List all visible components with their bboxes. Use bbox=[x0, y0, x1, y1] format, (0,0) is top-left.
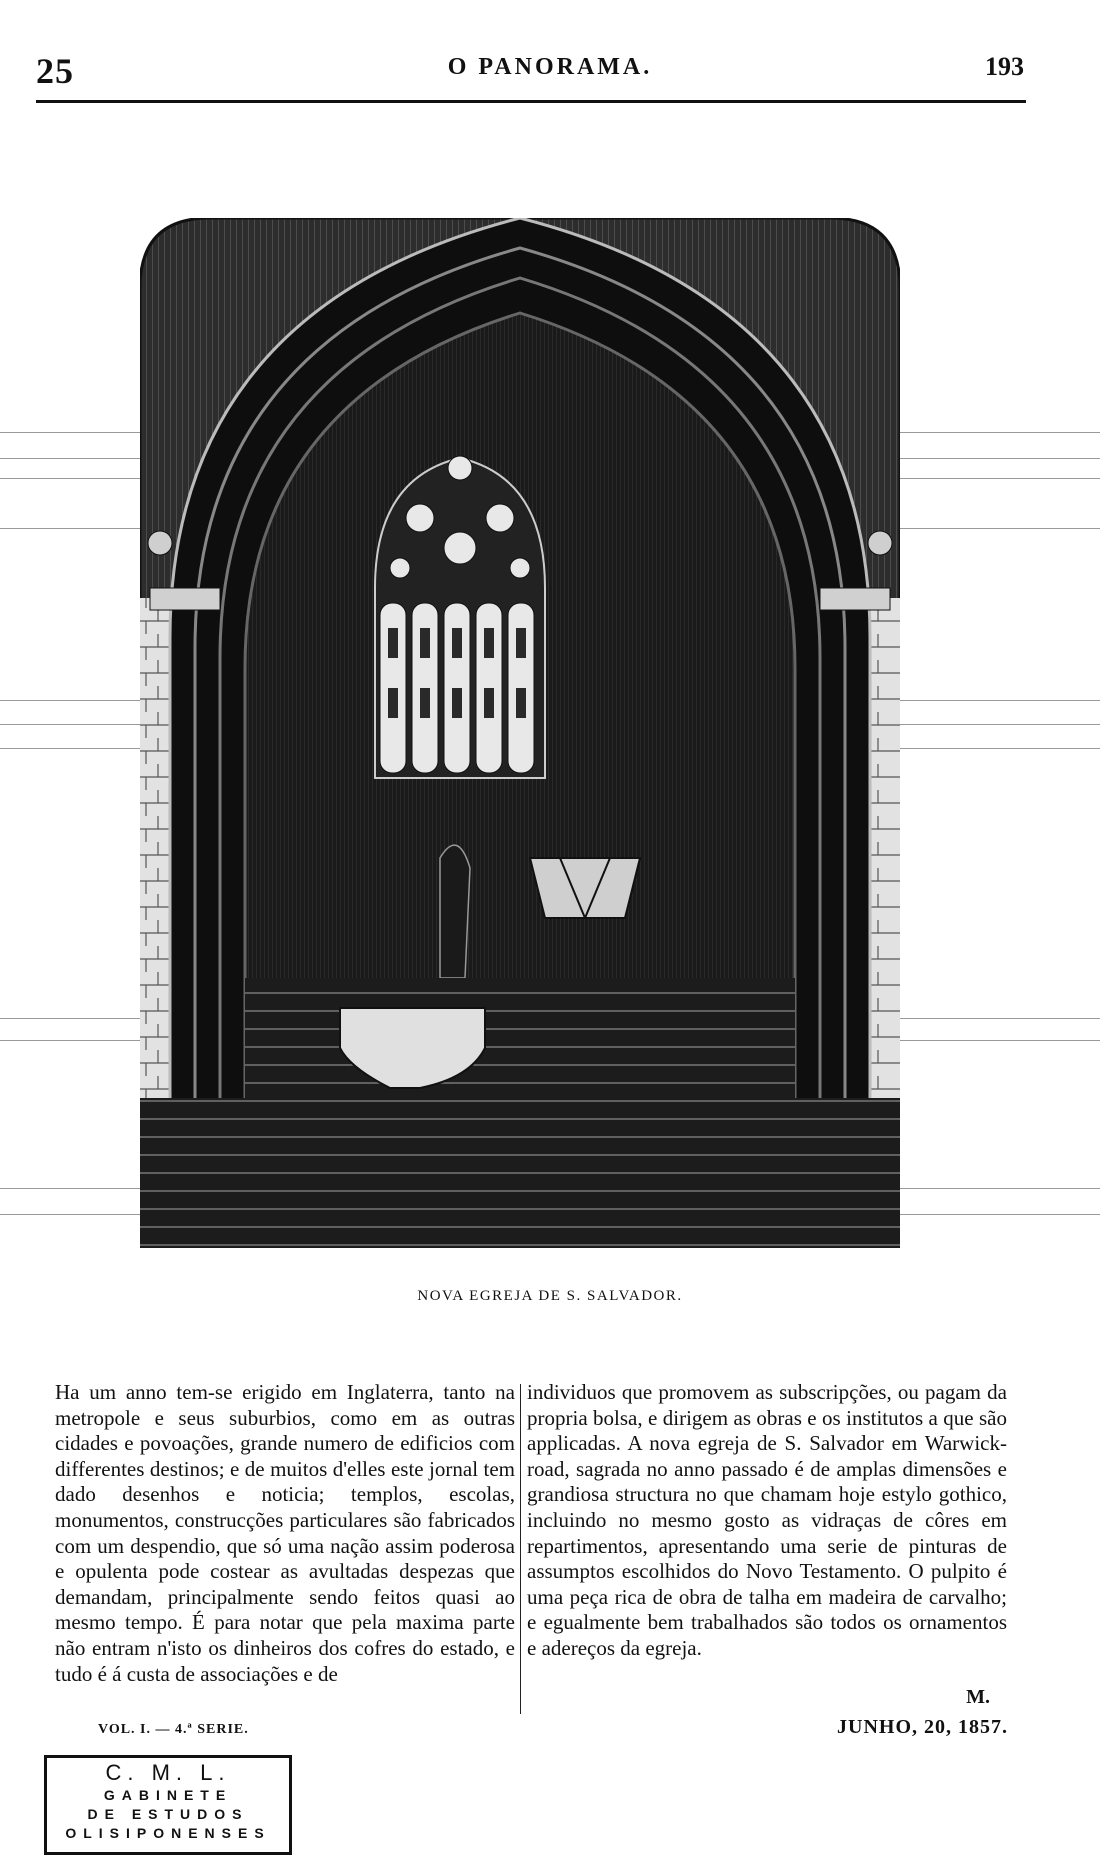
header-rule bbox=[36, 100, 1026, 103]
stamp-line: GABINETE bbox=[103, 1787, 233, 1803]
article-column-left bbox=[55, 1380, 515, 1687]
issue-number: 25 bbox=[36, 51, 74, 91]
library-stamp bbox=[44, 1755, 292, 1855]
stamp-line: OLISIPONENSES bbox=[65, 1825, 271, 1841]
author-signature: M. bbox=[966, 1686, 990, 1708]
volume-series: VOL. I. — 4.ª SERIE. bbox=[98, 1722, 249, 1737]
article-text-left: Ha um anno tem-se erigido em Inglaterra, tanto na metropole e seus suburbios, como em as outras cidades e povoações, grande numero de edificios com differentes destinos; e de muitos d'elles este jornal tem dado desenhos e noticia; templos, escolas, monumentos, construcções particulares são fabricados com um despendio, que só uma nação assim poderosa e opulenta pode costear as avultadas despezas que demandam, principalmente sendo feitos quasi ao mesmo tempo. É para notar que pela maxima parte não entram n'isto os dinheiros dos cofres do estado, e tudo é á custa de associações e de bbox=[55, 1380, 515, 1686]
journal-title: O PANORAMA. bbox=[447, 54, 653, 80]
illustration-caption: NOVA EGREJA DE S. SALVADOR. bbox=[417, 1288, 683, 1304]
stamp-line: C. M. L. bbox=[105, 1760, 231, 1785]
issue-date: JUNHO, 20, 1857. bbox=[837, 1716, 1008, 1738]
article-column-right bbox=[527, 1380, 1007, 1662]
page-number: 193 bbox=[985, 52, 1024, 81]
stamp-line: DE ESTUDOS bbox=[87, 1806, 249, 1822]
church-engraving bbox=[140, 218, 900, 1248]
article-text-right: individuos que promovem as subscripções, ou pagam da propria bolsa, e dirigem as obras e os institutos a que são applicadas. A nova egreja de S. Salvador em Warwick-road, sagrada no anno passado é de amplas dimensões e grandiosa structura no que chamam hoje estylo gothico, incluindo no mesmo gosto as vidraças de côres em repartimentos, apresentando uma serie de pinturas de assumptos escolhidos do Novo Testamento. O pulpito é uma peça rica de obra de talha em madeira de carvalho; e egualmente bem trabalhados são todos os ornamentos e adereços da egreja. bbox=[527, 1380, 1007, 1660]
column-divider bbox=[520, 1384, 521, 1714]
